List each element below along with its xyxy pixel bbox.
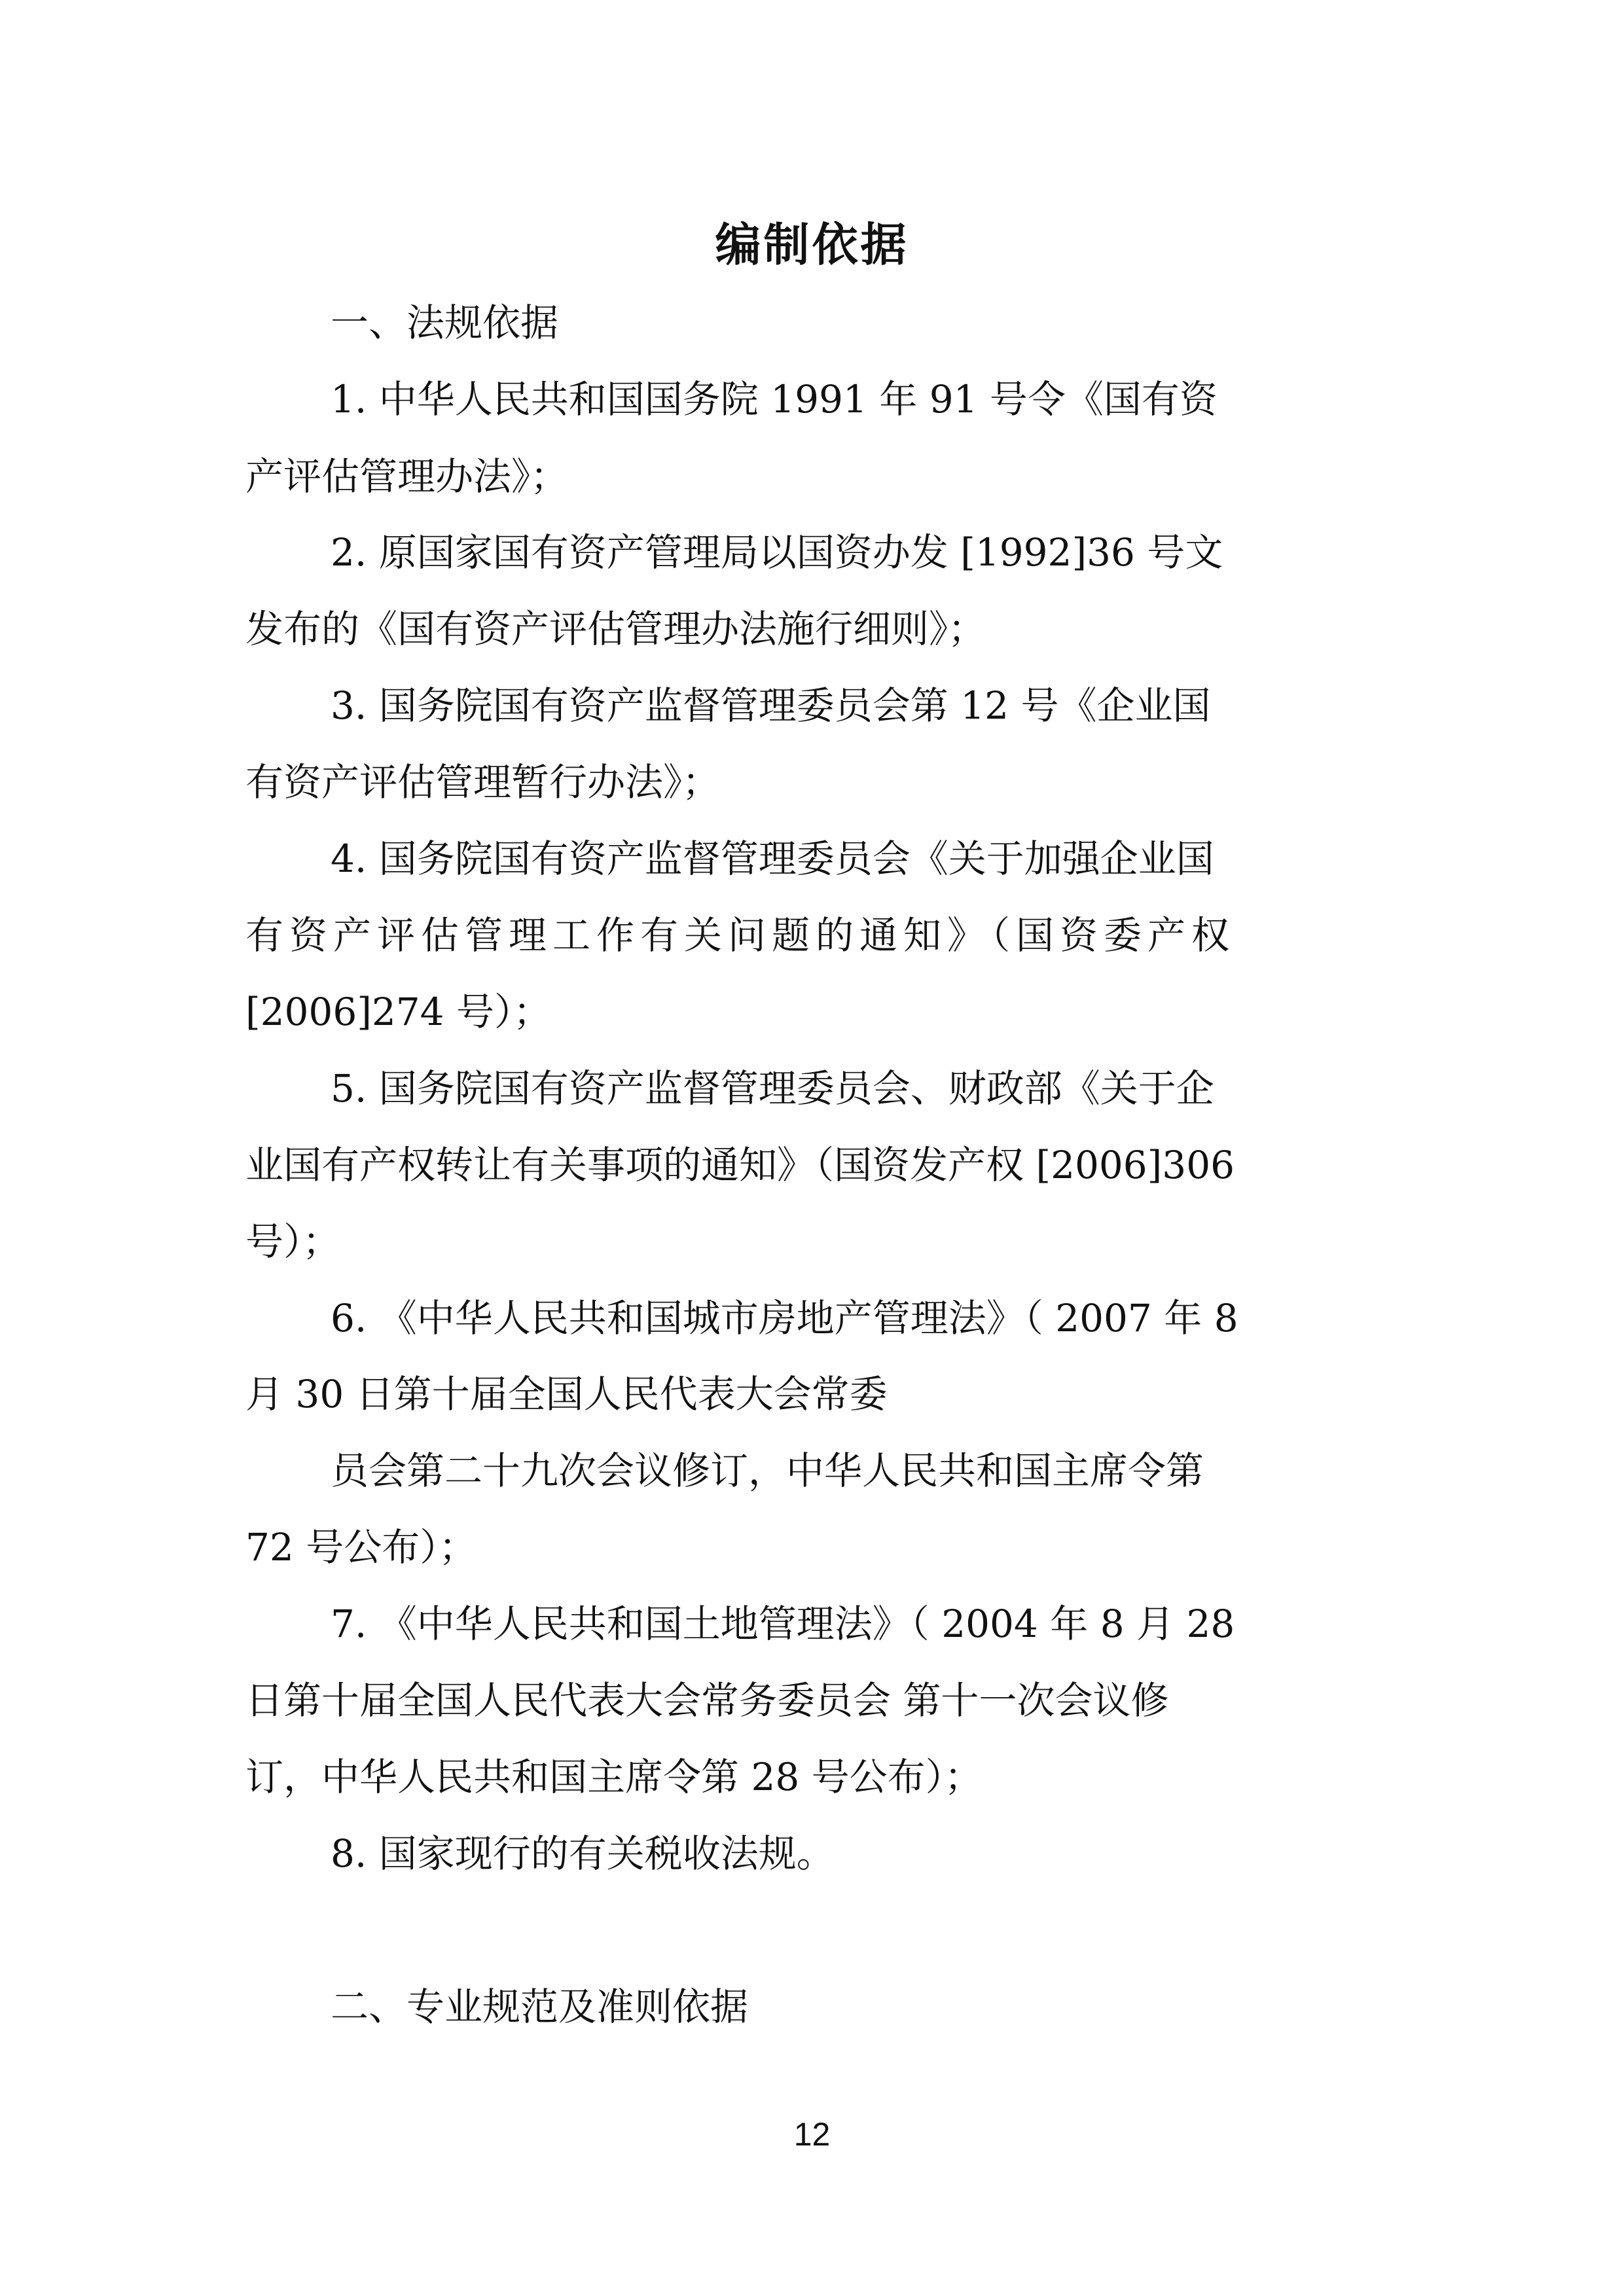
- item-2-line-2: 发布的《国有资产评估管理办法施行细则》；: [245, 607, 986, 651]
- item-1-line-2: 产评估管理办法》；: [245, 454, 569, 499]
- item-6-line-3: 员会第二十九次会议修订，中华人民共和国主席令第: [331, 1448, 1204, 1493]
- item-6-line-2: 月 30 日第十届全国人民代表大会常委: [245, 1372, 888, 1416]
- item-8-line-1: 8. 国家现行的有关税收法规。: [331, 1831, 835, 1876]
- item-7-line-2: 日第十届全国人民代表大会常务委员会 第十一次会议修: [245, 1678, 1169, 1723]
- item-2-line-1: 2. 原国家国有资产管理局以国资办发 [1992]36 号文: [331, 530, 1223, 575]
- item-5-line-2: 业国有产权转让有关事项的通知》（国资发产权 [2006]306: [245, 1143, 1235, 1187]
- item-3-line-2: 有资产评估管理暂行办法》；: [245, 760, 721, 804]
- item-4-line-1: 4. 国务院国有资产监督管理委员会《关于加强企业国: [331, 836, 1214, 881]
- item-6-line-4: 72 号公布）；: [245, 1525, 477, 1570]
- section-heading-standards: 二、专业规范及准则依据: [331, 1984, 749, 2029]
- item-5-line-3: 号）；: [245, 1219, 341, 1264]
- page-title: 编制依据: [715, 218, 909, 272]
- item-6-line-1: 6. 《中华人民共和国城市房地产管理法》（ 2007 年 8: [331, 1296, 1238, 1340]
- item-7-line-3: 订，中华人民共和国主席令第 28 号公布）；: [245, 1755, 983, 1799]
- item-7-line-1: 7. 《中华人民共和国土地管理法》（ 2004 年 8 月 28: [331, 1602, 1235, 1646]
- item-4-line-3: [2006]274 号）；: [245, 990, 552, 1034]
- item-3-line-1: 3. 国务院国有资产监督管理委员会第 12 号《企业国: [331, 683, 1211, 728]
- section-heading-regulations: 一、法规依据: [331, 300, 559, 345]
- item-5-line-1: 5. 国务院国有资产监督管理委员会、财政部《关于企: [331, 1066, 1214, 1111]
- item-4-line-2: 有资产评估管理工作有关问题的通知》（国资委产权: [245, 913, 1236, 958]
- item-1-line-1: 1. 中华人民共和国国务院 1991 年 91 号令《国有资: [331, 377, 1218, 422]
- page-number: 12: [793, 2116, 831, 2153]
